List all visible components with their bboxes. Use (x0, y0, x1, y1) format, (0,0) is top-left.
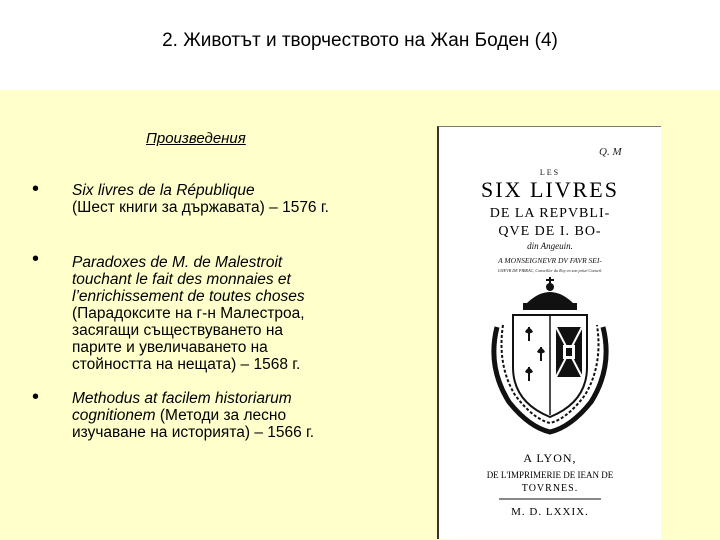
work-item-2 (72, 254, 412, 373)
cover-dedication-2: GNEVR DE PIBRAC, Conseiller du Roy en son priué Conseil. (497, 268, 603, 273)
work-title-line: Paradoxes de M. de Malestroit (72, 254, 283, 271)
bullet-2: • (32, 248, 40, 270)
work-description: (Шест книги за държавата) – 1576 г. (72, 199, 329, 216)
work-description-inline: (Методи за лесно (155, 407, 287, 424)
cover-les: LES (539, 168, 561, 177)
slide-header (0, 0, 720, 90)
work-item-3 (72, 390, 412, 441)
coat-of-arms-emblem (494, 277, 606, 432)
slide-content (0, 90, 720, 540)
work-title-line: Methodus at facilem historiarum (72, 390, 292, 407)
work-title-line: cognitionem (72, 407, 156, 424)
cover-title-1: SIX LIVRES (481, 177, 619, 202)
work-description-line: стойността на нещата) – 1568 г. (72, 356, 301, 373)
cover-city: A LYON, (523, 451, 577, 465)
cover-title-2: DE LA REPVBLI- (489, 206, 611, 221)
book-cover-image (437, 126, 661, 539)
work-title-line: l’enrichissement de toutes choses (72, 288, 305, 305)
cover-dedication: A MONSEIGNEVR DV FAVR SEI- (498, 256, 602, 265)
slide-title: 2. Животът и творчеството на Жан Боден (4) (162, 30, 558, 51)
corner-mark: Q. M (599, 146, 622, 158)
work-description-line: изучаване на историята) – 1566 г. (72, 424, 315, 441)
bullet-1: • (32, 178, 40, 200)
work-title-line: touchant le fait des monnaies et (72, 271, 291, 288)
section-title: Произведения (146, 130, 246, 147)
work-description-line: засягащи съществуването на (72, 322, 284, 339)
work-title: Six livres de la République (72, 182, 255, 199)
cover-year: M. D. LXXIX. (511, 506, 589, 518)
cover-printer-1: DE L'IMPRIMERIE DE IEAN DE (486, 470, 614, 480)
bullet-3: • (32, 386, 40, 408)
cover-author: din Angeuin. (527, 241, 573, 251)
work-description-line: парите и увеличаването на (72, 339, 268, 356)
cover-title-3: QVE DE I. BO- (498, 224, 602, 239)
cover-printer-2: TOVRNES. (521, 483, 579, 494)
work-description-line: (Парадоксите на г-н Малестроа, (72, 305, 305, 322)
work-item-1 (72, 182, 412, 216)
